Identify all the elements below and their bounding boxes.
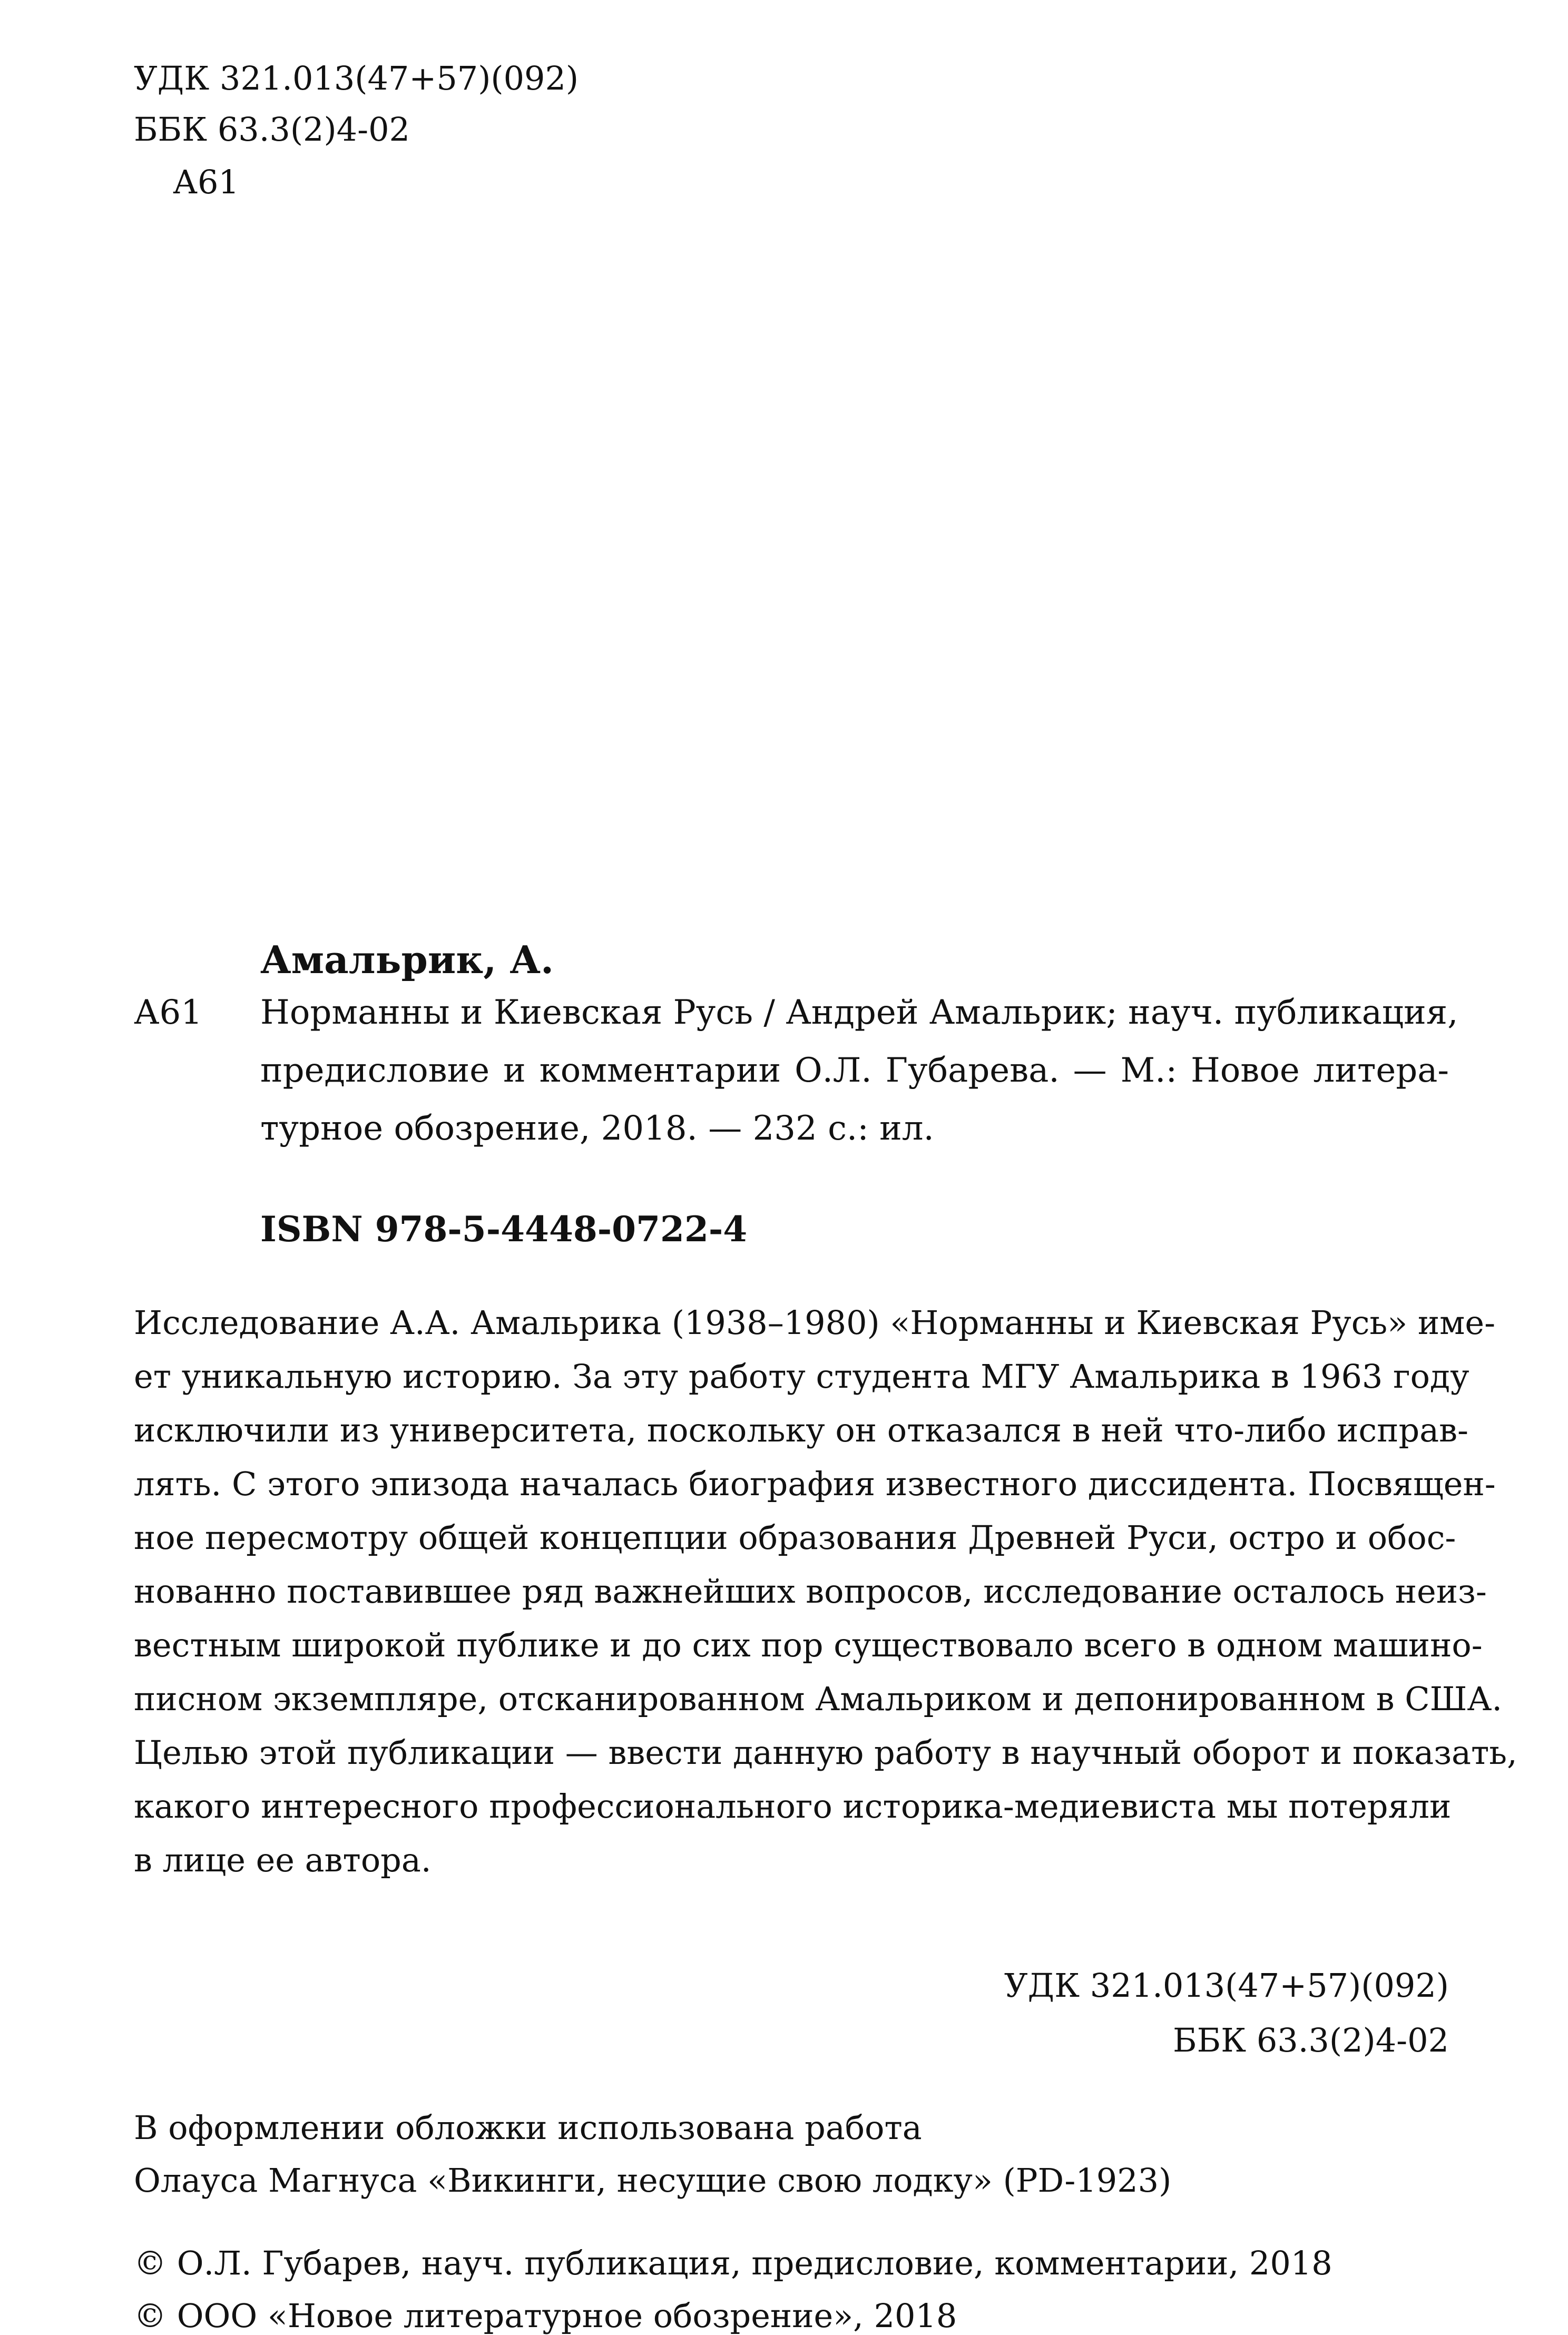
bibliographic-line: Норманны и Киевская Русь / Андрей Амальрик; науч. публикация,: [260, 993, 1458, 1032]
author-name: Амальрик, А.: [260, 937, 554, 982]
isbn: ISBN 978-5-4448-0722-4: [260, 1209, 748, 1250]
udk-code-top: УДК 321.013(47+57)(092): [134, 59, 579, 97]
author-sign-entry: А61: [134, 993, 202, 1032]
author-sign-top: А61: [173, 163, 239, 201]
annotation-line: вестным широкой публике и до сих пор существовало всего в одном машино-: [134, 1626, 1483, 1664]
annotation-line: ет уникальную историю. За эту работу студента МГУ Амальрика в 1963 году: [134, 1357, 1469, 1396]
annotation-line: ное пересмотру общей концепции образования Древней Руси, остро и обос-: [134, 1518, 1456, 1557]
annotation-line: в лице ее автора.: [134, 1841, 432, 1879]
annotation-line: писном экземпляре, отсканированном Амальриком и депонированном в США.: [134, 1680, 1503, 1718]
annotation-line: нованно поставившее ряд важнейших вопросов, исследование осталось неиз-: [134, 1572, 1487, 1611]
copyright-line: © О.Л. Губарев, науч. публикация, предисловие, комментарии, 2018: [134, 2244, 1332, 2282]
bbk-code-top: ББК 63.3(2)4-02: [134, 110, 410, 149]
udk-code-bottom: УДК 321.013(47+57)(092): [1004, 1966, 1449, 2005]
annotation-line: какого интересного профессионального историка-медиевиста мы потеряли: [134, 1787, 1452, 1826]
cover-note-line: Олауса Магнуса «Викинги, несущие свою лодку» (PD-1923): [134, 2161, 1172, 2200]
bibliographic-line: турное обозрение, 2018. — 232 с.: ил.: [260, 1109, 934, 1148]
bibliographic-line: предисловие и комментарии О.Л. Губарева. — М.: Новое литера-: [260, 1051, 1449, 1090]
annotation-line: Целью этой публикации — ввести данную работу в научный оборот и показать,: [134, 1733, 1517, 1772]
bbk-code-bottom: ББК 63.3(2)4-02: [1173, 2021, 1449, 2059]
cover-note-line: В оформлении обложки использована работа: [134, 2108, 922, 2147]
annotation-line: Исследование А.А. Амальрика (1938–1980) «Норманны и Киевская Русь» име-: [134, 1303, 1496, 1342]
annotation-line: лять. С этого эпизода началась биография известного диссидента. Посвящен-: [134, 1465, 1496, 1503]
copyright-line: © ООО «Новое литературное обозрение», 2018: [134, 2297, 957, 2335]
annotation-line: исключили из университета, поскольку он отказался в ней что-либо исправ-: [134, 1411, 1468, 1449]
